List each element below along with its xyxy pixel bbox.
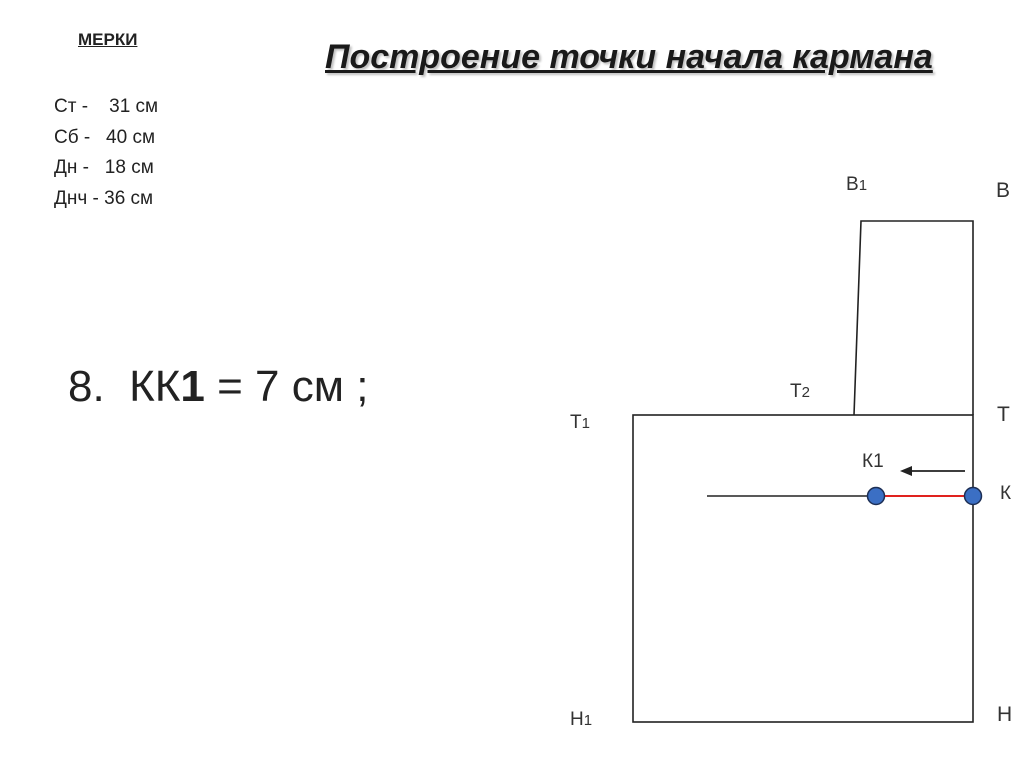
formula-prefix: КК: [129, 362, 181, 411]
point-k1-marker: [868, 488, 885, 505]
label-k: К: [1000, 483, 1012, 504]
formula-suffix: = 7 см ;: [204, 362, 369, 411]
point-k-marker: [965, 488, 982, 505]
label-k1: К1: [862, 451, 884, 472]
measures-title: МЕРКИ: [78, 30, 138, 49]
measure-item: Ст - 31 см: [54, 96, 159, 117]
formula-digit: 1: [180, 362, 205, 411]
measure-item: Сб - 40 см: [54, 126, 156, 148]
measure-item: Днч - 36 см: [54, 187, 154, 209]
step-number: 8.: [68, 362, 105, 411]
measure-item: Дн - 18 см: [54, 157, 154, 178]
label-h: Н: [997, 703, 1013, 726]
main-rectangle: [633, 415, 973, 722]
label-b: В: [996, 179, 1011, 202]
upper-section-outline: [854, 221, 973, 415]
label-t: Т: [997, 403, 1010, 426]
slide-title: Построение точки начала кармана: [325, 38, 933, 76]
label-b1: В1: [846, 174, 868, 195]
label-t2: Т2: [790, 381, 810, 402]
label-h1: Н1: [570, 709, 593, 730]
arrow-left-icon: [900, 466, 912, 476]
label-t1: Т1: [570, 412, 590, 433]
